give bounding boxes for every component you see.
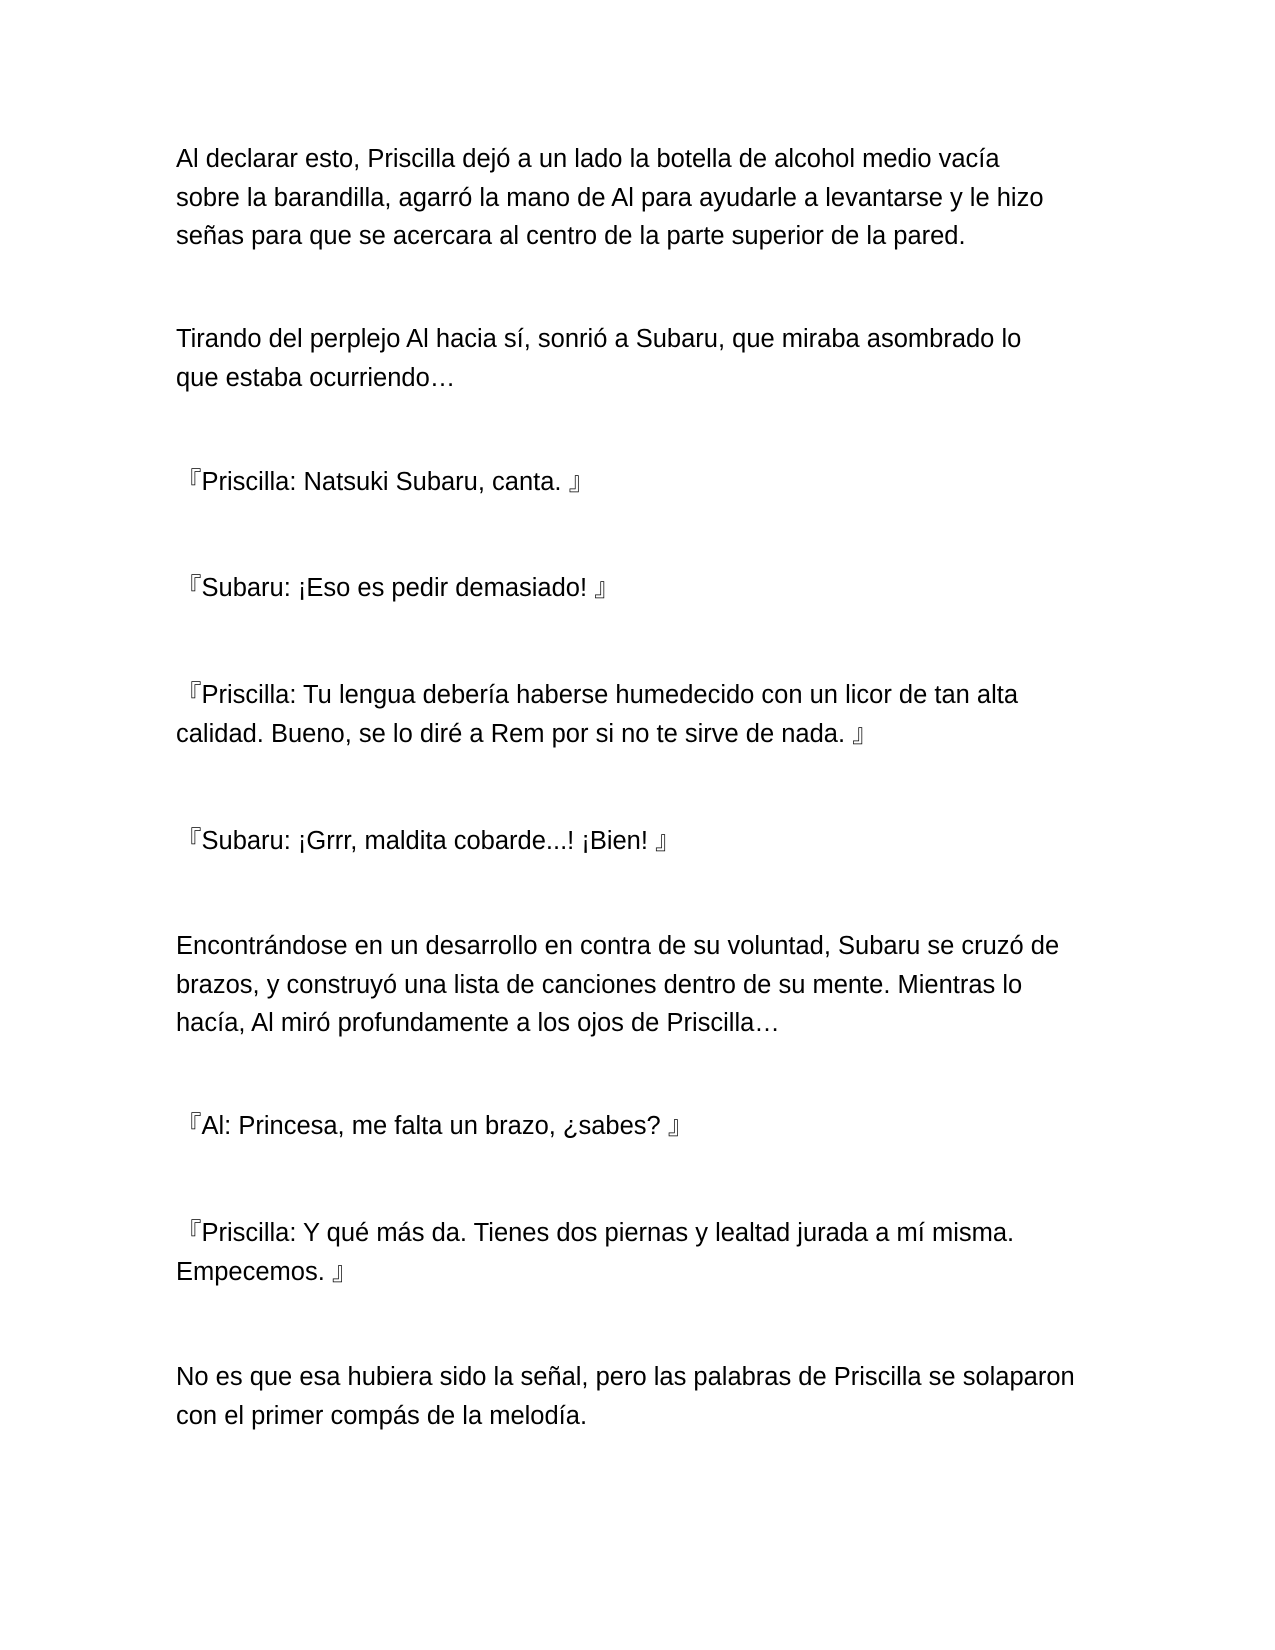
paragraph-narration: Tirando del perplejo Al hacia sí, sonrió a Subaru, que miraba asombrado lo que estaba ocurriendo… bbox=[176, 325, 1022, 392]
dialogue-line: 『Subaru: ¡Grrr, maldita cobarde...! ¡Bien! 』 bbox=[176, 827, 681, 855]
dialogue-line: 『Al: Princesa, me falta un brazo, ¿sabes? 』 bbox=[176, 1112, 694, 1140]
dialogue-line: 『Priscilla: Tu lengua debería haberse humedecido con un licor de tan alta calidad. Bueno, se lo diré a Rem por si no te sirve de nada. 』 bbox=[176, 681, 1019, 748]
paragraph-narration: Encontrándose en un desarrollo en contra de su voluntad, Subaru se cruzó de brazos, y construyó una lista de canciones dentro de su mente. Mientras lo hacía, Al miró profundamente a los ojos de Priscilla… bbox=[176, 932, 1060, 1037]
dialogue-line: 『Priscilla: Natsuki Subaru, canta. 』 bbox=[176, 468, 595, 496]
paragraph-narration: No es que esa hubiera sido la señal, pero las palabras de Priscilla se solaparon con el primer compás de la melodía. bbox=[176, 1363, 1075, 1430]
dialogue-line: 『Priscilla: Y qué más da. Tienes dos piernas y lealtad jurada a mí misma. Empecemos. 』 bbox=[176, 1219, 1015, 1286]
paragraph-narration: Al declarar esto, Priscilla dejó a un lado la botella de alcohol medio vacía sobre la barandilla, agarró la mano de Al para ayudarle a levantarse y le hizo señas para que se acercara al centro de la parte superior de la pared. bbox=[176, 145, 1044, 250]
dialogue-line: 『Subaru: ¡Eso es pedir demasiado! 』 bbox=[176, 574, 620, 602]
